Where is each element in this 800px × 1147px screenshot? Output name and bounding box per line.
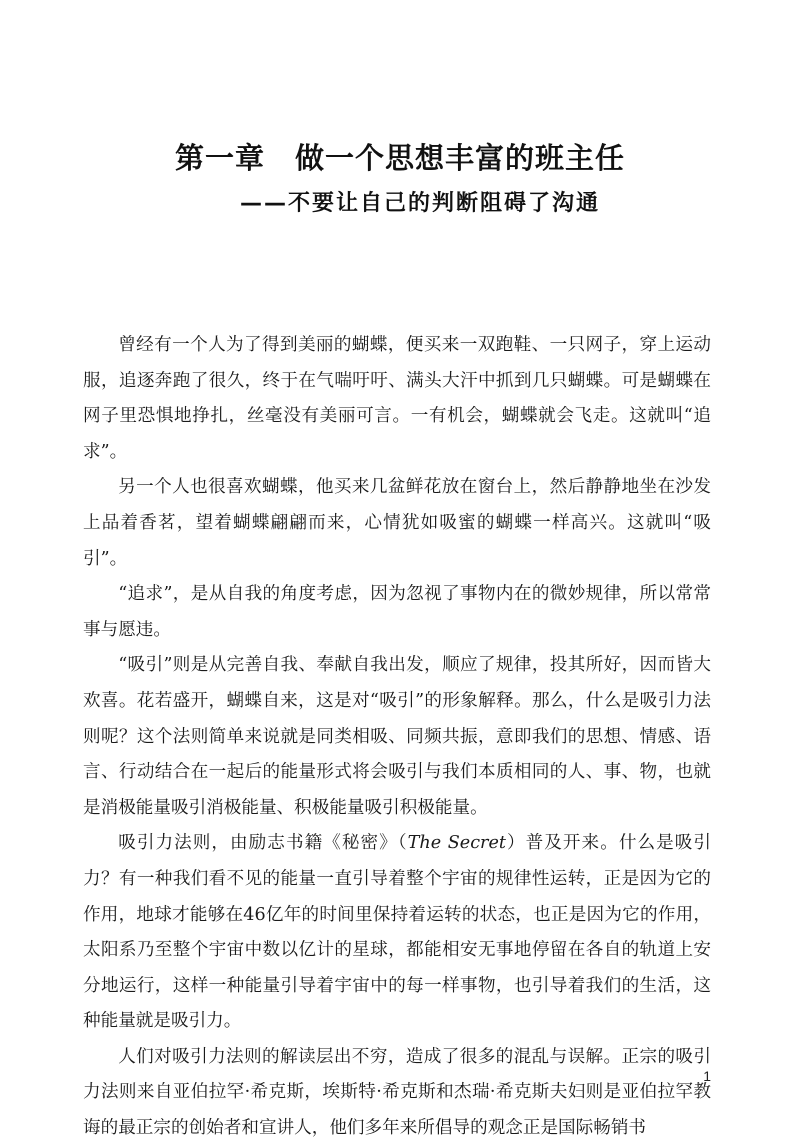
book-title-english: The Secret xyxy=(407,833,506,854)
paragraph-2: 另一个人也很喜欢蝴蝶，他买来几盆鲜花放在窗台上，然后静静地坐在沙发上品着香茗，望着蝴蝶翩翩而来，心情犹如吸蜜的蝴蝶一样高兴。这就叫“吸引”。 xyxy=(83,477,711,569)
paragraph-5-before: 吸引力法则，由励志书籍《秘密》（ xyxy=(118,833,408,854)
paragraph-5-after: ）普及开来。什么是吸引力？有一种我们看不见的能量一直引导着整个宇宙的规律性运转，正是因为它的作用，地球才能够在46亿年的时间里保持着运转的状态，也正是因为它的作用，太阳系乃至整个宇宙中数以亿计的星球，都能相安无事地停留在各自的轨道上安分地运行，这样一种能量引导着宇宙中的每一样事物，也引导着我们的生活，这种能量就是吸引力。 xyxy=(83,833,711,1032)
chapter-title-text: 做一个思想丰富的班主任 xyxy=(295,141,626,175)
paragraph-3: “追求”，是从自我的角度考虑，因为忽视了事物内在的微妙规律，所以常常事与愿违。 xyxy=(83,584,711,640)
paragraph-5 xyxy=(83,826,711,1040)
chapter-label: 第一章 xyxy=(174,141,265,175)
page-number: 1 xyxy=(703,1068,711,1084)
paragraph-6: 人们对吸引力法则的解读层出不穷，造成了很多的混乱与误解。正宗的吸引力法则来自亚伯拉罕·希克斯，埃斯特·希克斯和杰瑞·希克斯夫妇则是亚伯拉罕教诲的最正宗的创始者和宣讲人，他们多年来所倡导的观念正是国际畅销书 xyxy=(83,1046,711,1139)
paragraph-1: 曾经有一个人为了得到美丽的蝴蝶，便买来一双跑鞋、一只网子，穿上运动服，追逐奔跑了很久，终于在气喘吁吁、满头大汗中抓到几只蝴蝶。可是蝴蝶在网子里恐惧地挣扎，丝毫没有美丽可言。一有机会，蝴蝶就会飞走。这就叫“追求”。 xyxy=(83,335,711,462)
paragraph-4: “吸引”则是从完善自我、奉献自我出发，顺应了规律，投其所好，因而皆大欢喜。花若盛开，蝴蝶自来，这是对“吸引”的形象解释。那么，什么是吸引力法则呢？这个法则简单来说就是同类相吸、同频共振，意即我们的思想、情感、语言、行动结合在一起后的能量形式将会吸引与我们本质相同的人、事、物，也就是消极能量吸引消极能量、积极能量吸引积极能量。 xyxy=(83,655,711,818)
chapter-title xyxy=(0,136,800,177)
body-text xyxy=(83,328,711,1147)
chapter-subtitle-text: ——不要让自己的判断阻碍了沟通 xyxy=(239,191,600,216)
chapter-subtitle xyxy=(0,186,800,217)
